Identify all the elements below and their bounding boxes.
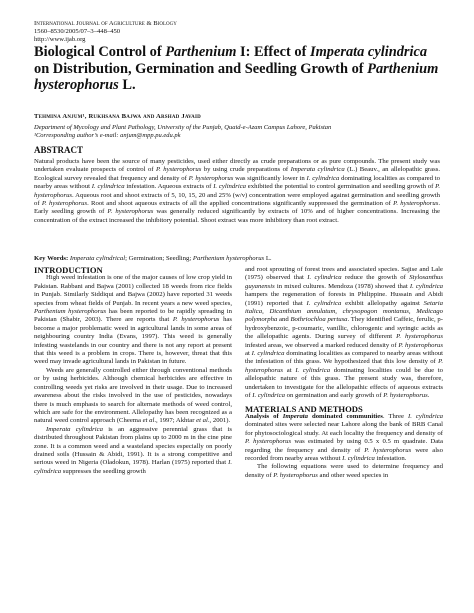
para-text: Parthenium hysterophorus: [34, 308, 107, 316]
intro-paragraph-4: [245, 266, 443, 401]
para-text: P. hysterophorus: [383, 392, 428, 400]
abstract-text: I. cylindrica: [306, 174, 340, 182]
keyword: Parthenium hysterophorus: [192, 255, 265, 262]
para-text: . They identified Caffeic, ferulic, p-hydroxybenzoic, p-coumaric, vanillic, chlorogenic and syringic acids as the allelopathic agents. During survey of different: [245, 316, 444, 341]
para-text: dominated sites were selected near Lahore along the bank of BRB Canal for phytosociological study. At each locality the frequency and density of: [245, 421, 443, 437]
abstract-text: dominating localities as compared to nearby areas without: [34, 174, 440, 191]
para-text: in mixed cultures. Mendoza (1978) showed that: [274, 282, 410, 290]
title-part: Biological Control of: [34, 44, 166, 60]
para-text: P. hysterophorus: [273, 471, 318, 479]
para-text: Imperata cylindrica: [46, 425, 103, 433]
para-text: The following equations were used to determine frequency and density of: [245, 463, 443, 479]
paper-title: [34, 44, 442, 94]
para-text: dominating localities as compared to nearby areas without the infestation of this grass. We hypothesized that this low density of: [245, 350, 444, 366]
para-text: and: [277, 316, 291, 324]
para-text: reduce the growth of: [341, 274, 410, 282]
para-text: is an aggressive perennial grass that is distributed throughout Pakistan from plains up to 2000 m in the cine pine zone. It is a common weed and a wasteland species especially on poorly drained soils (Hussain & Abidi, 1991). It is a strong competitive and serious weed in Nigeria (Oladokun, 1978). Harlan (1975) reported that: [34, 425, 232, 467]
para-text: P. hysterophorus: [364, 446, 412, 454]
para-text: I. cylindrica: [409, 282, 444, 290]
title-part: L.: [118, 77, 136, 94]
keywords-label: Key Words:: [34, 255, 69, 262]
para-text: I. cylindrica: [295, 366, 331, 374]
corresponding-author: ¹Corresponding author’s e-mail: anjum@mpp.pu.edu.pk: [34, 132, 181, 139]
abstract-text: P. hysterophorus: [34, 183, 441, 199]
para-text: suppresses the seedling growth: [61, 467, 146, 475]
title-part: I: Effect of: [236, 44, 310, 60]
keyword: L.: [264, 255, 272, 262]
para-text: I. cylindrica: [34, 459, 232, 475]
keyword: Imperata cylindrical: [69, 255, 126, 262]
subheading: Imperata: [282, 412, 308, 420]
abstract-body: [34, 158, 440, 225]
journal-header: [34, 20, 434, 45]
title-part: on Distribution, Germination and Seedling Growth of: [34, 60, 368, 77]
para-text: High weed infestation is one of the major causes of low crop yield in Pakistan. Rabbani and Bajwa (2001) collected 18 weeds from rice fields in Punjab. Similarly Siddiqui and Bajwa (2002) have reported 31 weeds species from wheat fields of Punjab. In recent years a new weed species,: [34, 274, 232, 307]
keywords: [34, 255, 440, 263]
para-text: dominating localities could be due to allelopathic nature of this grass. The present study was, therefore, undertaken to investigate for the allelopathic effects of aqueous extracts of: [245, 366, 444, 400]
para-text: . Three: [382, 412, 408, 420]
journal-url[interactable]: http://www.ijab.org: [34, 36, 86, 44]
para-text: were also recorded from nearby areas without: [245, 446, 444, 462]
affiliation: [34, 124, 442, 140]
para-text: hampers the regeneration of forests in Philippine. Hussain and Abidi (1991) reported that: [245, 291, 443, 307]
para-text: and other weed species in: [317, 471, 389, 479]
abstract-text: P. hysterophorus: [41, 200, 88, 208]
para-text: has become a major problematic weed in agricultural lands in some areas of neighbouring country India (Evans, 1997). This weed is generally infesting wastelands in our country and there is not any report at present that this weed is a problem in crops. There is, however, threat that this weed may invade agricultural lands in Pakistan in future.: [34, 316, 232, 366]
para-text: was estimated by using 0.5 x 0.5 m quadrate. Data regarding the frequency and density of: [245, 438, 443, 454]
abstract-text: exhibited the potential to control germination and seedling growth of: [246, 183, 436, 191]
para-text: P. hysterophorus: [245, 438, 292, 446]
abstract-text: P. hysterophorus: [188, 174, 234, 182]
abstract-text: . Aqueous root and shoot extracts of 5, 10, 15, 20 and 25% (w/v) concentration were employed against germination and seedling growth of: [34, 191, 440, 208]
para-text: infestation.: [374, 454, 407, 462]
para-text: I. cylindrica: [252, 392, 285, 400]
para-text: Bothriochloa pertusa: [290, 316, 348, 324]
para-text: P. hysterophorus: [172, 316, 220, 324]
para-text: at: [283, 366, 296, 374]
intro-paragraph-3: [34, 426, 232, 476]
abstract-heading: ABSTRACT: [34, 145, 84, 155]
para-text: Weeds are generally controlled either through conventional methods or by using herbicides. Although chemical herbicides are effective in controlling weeds yet risks are involved in their usage. Due to increased awareness about the risks involved in the use of pesticides, nowadays there is much emphasis to search for alternate methods of weed control, which are safe for the environment. Allelopathy has been recognized as a natural weed control approach (Cheema: [34, 366, 232, 425]
methods-paragraph-1: [245, 413, 443, 463]
title-part: Parthenium hysterophorus: [34, 60, 439, 94]
abstract-text: I. cylindrica: [213, 183, 247, 191]
para-text: Stylosanthus guyanensis: [245, 274, 443, 290]
title-part: Imperata cylindrica: [309, 44, 428, 60]
issn-line: 1560–8530/2005/07–3–448–450: [34, 28, 121, 36]
journal-name: International Journal of Agriculture & Biology: [34, 20, 177, 27]
para-text: and root sprouting of forest trees and associated species. Sajise and Lale (1975) observed that: [245, 266, 443, 282]
para-text: ., 2001).: [207, 417, 231, 425]
abstract-text: was generally reduced significantly by extracts of 10% and of higher concentrations. Increasing the concentration of the extract increased the inhibitory potential. Shoot extract was more inhibitory than root extract.: [34, 208, 440, 224]
para-text: I. cylindrica: [342, 454, 375, 462]
para-text: ., 1997; Akhtar: [154, 417, 197, 425]
abstract-text: . Early seedling growth of: [34, 200, 440, 216]
methods-heading: MATERIALS AND METHODS: [245, 403, 363, 414]
abstract-text: Natural products have been the source of many pesticides, used either directly as crude preparations or as pure compounds. The present study was undertaken evaluate prospects of control of: [34, 158, 440, 174]
abstract-text: I. cylindrica: [91, 183, 125, 191]
author-list: Tehmina Anjum¹, Rukhsana Bajwa and Arshad Javaid: [34, 113, 201, 120]
para-text: exhibit allelopathy against: [341, 299, 424, 307]
right-column: [245, 266, 443, 480]
subheading: Analysis of: [245, 412, 283, 420]
abstract-text: . Root and shoot aqueous extracts of all the applied concentrations significantly suppressed the germination of: [87, 200, 394, 208]
para-text: has been reported to be rapidly spreading in Pakistan (Shabir, 2003). There are reports that: [34, 308, 232, 324]
para-text: I. cylindrica: [408, 412, 444, 420]
para-text: I. cylindrica: [307, 274, 342, 282]
subheading: dominated communities: [307, 412, 383, 420]
para-text: P. hysterophorus: [398, 341, 443, 349]
abstract-text: Imperata cylindrica: [290, 166, 345, 174]
abstract-text: was significantly lower in: [233, 174, 307, 182]
para-text: Setaria italica, Dicanthium annulatum, chrysopogon montanus, Medicago polymorpha: [245, 299, 443, 324]
para-text: et al: [196, 417, 208, 425]
methods-paragraph-2: [245, 463, 443, 480]
para-text: infested areas, we observed a marked reduced density of: [245, 341, 399, 349]
para-text: I. cylindrica: [306, 299, 342, 307]
left-column: [34, 266, 232, 476]
para-text: I. cylindrica: [251, 350, 285, 358]
department: Department of Mycology and Plant Pathology, University of the Punjab, Quaid-e-Azam Campus Lahore, Pakistan: [34, 124, 332, 131]
abstract-text: P. hysterophorus: [107, 208, 154, 216]
abstract-text: infestation. Aqueous extracts of: [124, 183, 214, 191]
para-text: .: [427, 392, 430, 400]
abstract-text: by using crude preparations of: [201, 166, 291, 174]
introduction-heading: INTRODUCTION: [34, 265, 103, 275]
intro-paragraph-2: [34, 367, 232, 426]
para-text: P. hysterophorus: [396, 333, 443, 341]
intro-paragraph-1: [34, 274, 232, 366]
para-text: on germination and early growth of: [284, 392, 384, 400]
keyword: ; Germination; Seedling;: [125, 255, 193, 262]
para-text: at: [245, 350, 252, 358]
title-part: Parthenium: [165, 44, 237, 60]
abstract-text: (L.) Beauv., an allelopathic grass. Ecological survey revealed that frequency and density of: [34, 166, 440, 182]
para-text: P. hysterophorus: [245, 358, 443, 374]
para-text: et al: [142, 417, 155, 425]
abstract-text: P. hysterophorus: [393, 200, 439, 208]
abstract-text: P. hysterophorus: [155, 166, 202, 174]
